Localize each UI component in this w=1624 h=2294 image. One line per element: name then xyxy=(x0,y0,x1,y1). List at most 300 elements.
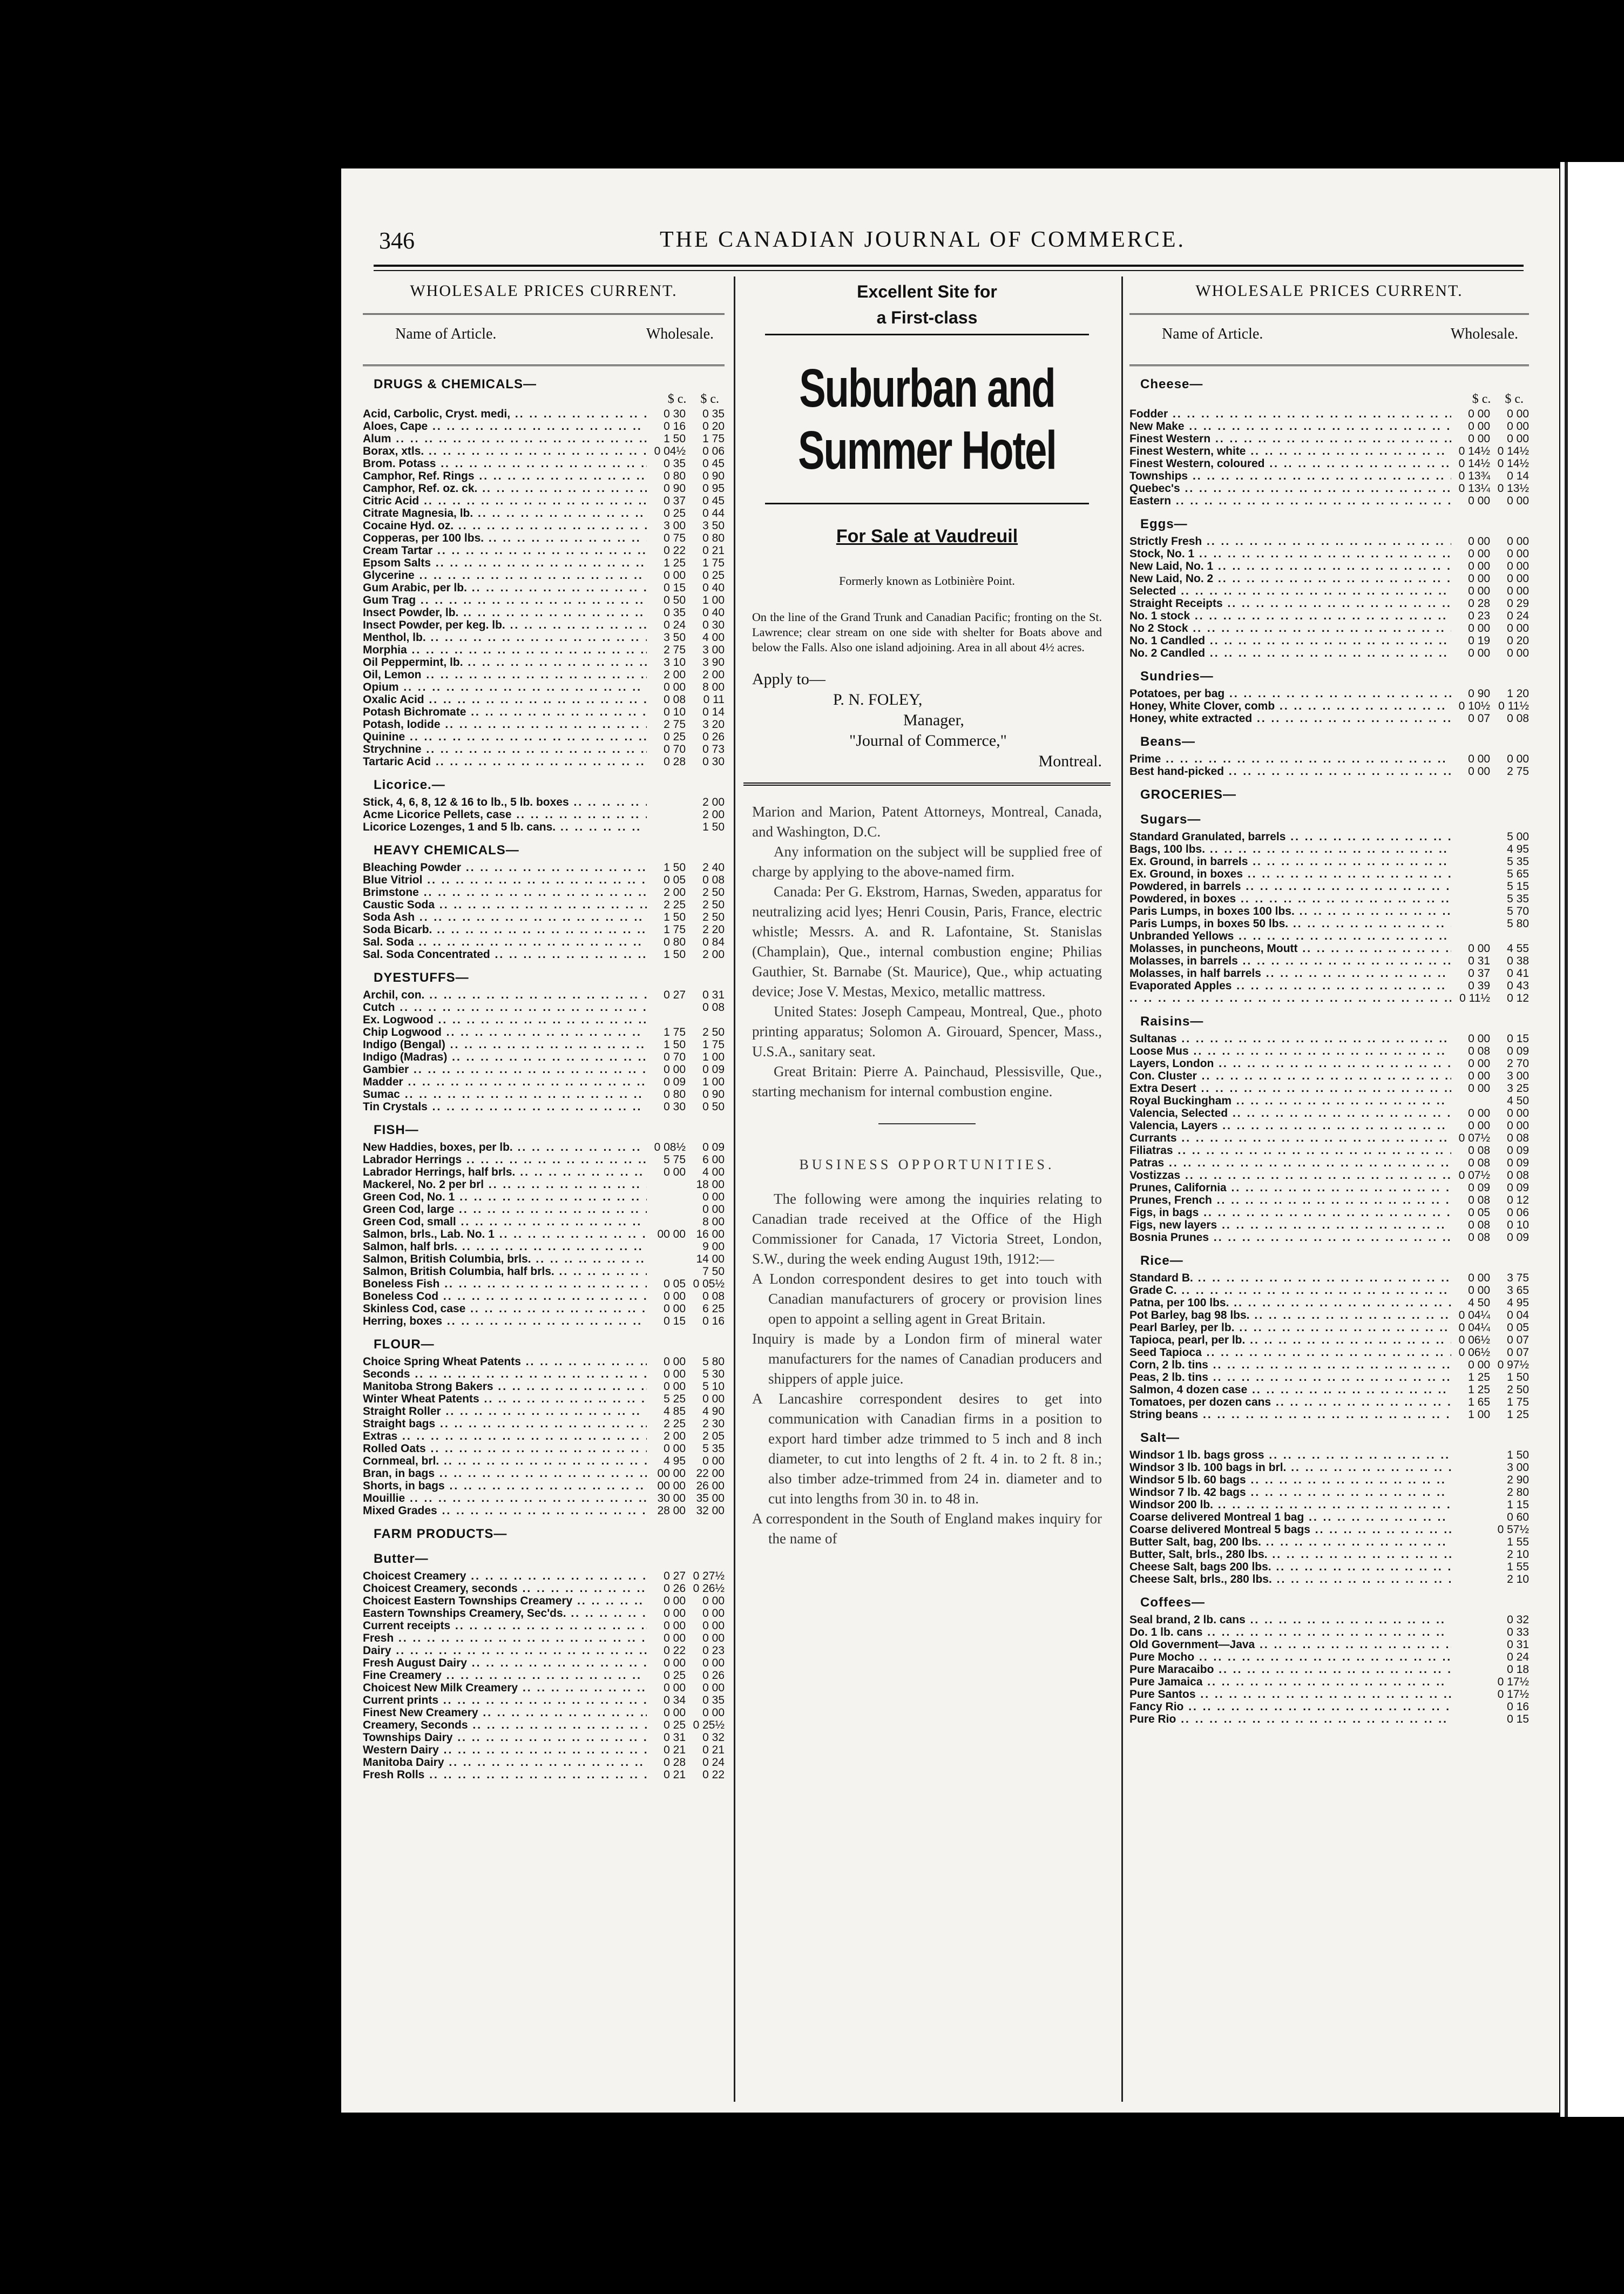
price-high: 5 00 xyxy=(1507,831,1529,843)
price-high: 0 24 xyxy=(1507,610,1529,622)
price-high: 0 00 xyxy=(1507,433,1529,445)
price-high: 3 90 xyxy=(702,656,725,669)
price-row xyxy=(363,693,725,706)
price-low: 0 14½ xyxy=(1458,457,1490,470)
price-row xyxy=(363,1240,725,1253)
article-name: Cheese Salt, brls., 280 lbs. .. .. xyxy=(1129,1573,1451,1585)
price-high: 0 08 xyxy=(1507,1132,1529,1144)
price-low: 0 09 xyxy=(664,1076,686,1088)
price-high: 0 08 xyxy=(702,874,725,886)
price-high: 2 80 xyxy=(1507,1486,1529,1499)
article-name: Cornmeal, brl. .. .. xyxy=(363,1455,647,1467)
price-low: 0 00 xyxy=(664,1442,686,1455)
article-name: Con. Cluster .. .. xyxy=(1129,1070,1451,1082)
article-name: Green Cod, small .. .. xyxy=(363,1216,647,1228)
price-high: 2 50 xyxy=(702,911,725,923)
price-row xyxy=(1129,1626,1529,1638)
left-subheading-rule xyxy=(363,365,725,366)
article-name: Licorice Lozenges, 1 and 5 lb. cans. .. .. xyxy=(363,821,647,833)
ad-apply-to: Apply to— xyxy=(752,670,825,688)
price-low: 0 23 xyxy=(1468,610,1490,622)
article-name: Unbranded Yellows .. .. xyxy=(1129,930,1451,942)
article-paragraph: Any information on the subject will be supplied free of charge by applying to the above-named firm. xyxy=(752,844,1102,880)
price-low: 0 08 xyxy=(1468,1157,1490,1169)
article-name: Coarse delivered Montreal 5 bags .. .. xyxy=(1129,1523,1451,1536)
price-low: 0 28 xyxy=(664,755,686,768)
price-low: 2 00 xyxy=(664,886,686,899)
price-low: 0 25 xyxy=(664,507,686,519)
price-low: 2 75 xyxy=(664,644,686,656)
left-column-heading: WHOLESALE PRICES CURRENT. xyxy=(410,282,678,300)
price-low: 0 00 xyxy=(1468,765,1490,778)
price-high: 2 40 xyxy=(702,861,725,874)
article-name: Boneless Fish .. .. xyxy=(363,1278,647,1290)
price-low: 30 00 xyxy=(657,1492,686,1504)
article-name: Menthol, lb. .. .. xyxy=(363,631,647,644)
price-row xyxy=(1129,433,1529,445)
price-row xyxy=(363,899,725,911)
price-high: 3 50 xyxy=(702,519,725,532)
price-low: 0 00 xyxy=(1468,647,1490,659)
price-high: 5 35 xyxy=(702,1442,725,1455)
price-high: 16 00 xyxy=(696,1228,725,1240)
price-low: 0 00 xyxy=(1468,433,1490,445)
price-high: 0 08 xyxy=(702,1001,725,1014)
price-high: 0 32 xyxy=(702,1731,725,1744)
price-high: 5 80 xyxy=(702,1355,725,1368)
price-low: 1 75 xyxy=(664,1026,686,1038)
article-name: Straight Roller .. .. xyxy=(363,1405,647,1418)
price-row xyxy=(1129,930,1529,942)
price-row xyxy=(363,1228,725,1240)
article-name: Blue Vitriol .. .. xyxy=(363,874,647,886)
price-low: 00 00 xyxy=(657,1228,686,1240)
price-low: 0 00 xyxy=(664,1380,686,1393)
left-price-column xyxy=(363,276,725,1781)
price-high: 0 27½ xyxy=(693,1570,725,1582)
price-row xyxy=(363,1101,725,1113)
middle-column xyxy=(743,276,1111,1549)
article-name: Figs, new layers .. .. xyxy=(1129,1219,1451,1231)
price-low: 0 00 xyxy=(1468,622,1490,635)
price-row xyxy=(1129,880,1529,893)
price-row xyxy=(363,1315,725,1327)
article-name: Quinine .. .. xyxy=(363,731,647,743)
article-name: Oil, Lemon .. .. xyxy=(363,669,647,681)
price-row xyxy=(363,669,725,681)
price-high: 3 00 xyxy=(702,644,725,656)
article-name: Choicest Creamery .. .. xyxy=(363,1570,647,1582)
price-row xyxy=(363,861,725,874)
right-column-heading: WHOLESALE PRICES CURRENT. xyxy=(1195,282,1463,300)
price-high: 0 08 xyxy=(1507,712,1529,725)
price-row xyxy=(363,755,725,768)
newspaper-page xyxy=(341,168,1559,2113)
article-name: Citric Acid .. .. xyxy=(363,495,647,507)
price-high: 0 97½ xyxy=(1497,1359,1529,1371)
article-name: Molasses, in barrels .. .. xyxy=(1129,955,1451,967)
price-high: 0 14 xyxy=(1507,470,1529,482)
price-low: 0 13¼ xyxy=(1458,482,1490,495)
price-high: 0 57½ xyxy=(1497,1523,1529,1536)
right-price-column xyxy=(1129,276,1529,1725)
article-name: Rolled Oats .. .. xyxy=(363,1442,647,1455)
article-name: Cocaine Hyd. oz. .. .. xyxy=(363,519,647,532)
price-low: 0 25 xyxy=(664,1719,686,1731)
price-low: 1 65 xyxy=(1468,1396,1490,1408)
price-low: 1 00 xyxy=(1468,1408,1490,1421)
price-row xyxy=(1129,1713,1529,1725)
price-low: 0 06½ xyxy=(1458,1334,1490,1346)
price-row xyxy=(363,731,725,743)
article-name: Powdered, in boxes .. .. xyxy=(1129,893,1451,905)
ad-contact-city: Montreal. xyxy=(1038,752,1102,770)
article-name: Strychnine .. .. xyxy=(363,743,647,755)
price-row xyxy=(1129,855,1529,868)
price-low: 0 07½ xyxy=(1458,1132,1490,1144)
article-name: Gambier .. .. xyxy=(363,1063,647,1076)
price-high: 0 00 xyxy=(1507,622,1529,635)
price-low: 0 21 xyxy=(664,1744,686,1756)
price-low: 0 05 xyxy=(1468,1206,1490,1219)
price-low: 0 05 xyxy=(664,1278,686,1290)
article-name: Old Government—Java .. .. xyxy=(1129,1638,1451,1651)
ad-contact xyxy=(743,669,1111,772)
price-low: 0 00 xyxy=(1468,1107,1490,1119)
article-name: Labrador Herrings, half brls. .. .. xyxy=(363,1166,647,1178)
article-name: Pure Mocho .. .. xyxy=(1129,1651,1451,1663)
left-price-sections xyxy=(363,377,725,1781)
price-row xyxy=(363,1669,725,1682)
right-price-sections xyxy=(1129,377,1529,1725)
price-row xyxy=(1129,1334,1529,1346)
article-name: New Haddies, boxes, per lb. .. .. xyxy=(363,1141,647,1153)
article-name: Ex. Ground, in boxes .. .. xyxy=(1129,868,1451,880)
article-name: Skinless Cod, case .. .. xyxy=(363,1303,647,1315)
article-name: Seal brand, 2 lb. cans .. .. xyxy=(1129,1614,1451,1626)
price-low: 0 00 xyxy=(664,1368,686,1380)
price-row xyxy=(1129,1461,1529,1474)
price-low: 0 08 xyxy=(1468,1045,1490,1057)
article-name: Evaporated Apples .. .. xyxy=(1129,980,1451,992)
article-name: Brom. Potass .. .. xyxy=(363,457,647,470)
price-low: 0 30 xyxy=(664,1101,686,1113)
article-name: Morphia .. .. xyxy=(363,644,647,656)
article-name: Sal. Soda Concentrated .. .. xyxy=(363,948,647,961)
price-high: 0 35 xyxy=(702,408,725,420)
article-name: Acme Licorice Pellets, case .. .. xyxy=(363,808,647,821)
article-name: Alum .. .. xyxy=(363,433,647,445)
price-high: 0 06 xyxy=(702,445,725,457)
ad-rule-bottom xyxy=(765,503,1089,504)
price-high: 0 31 xyxy=(1507,1638,1529,1651)
article-name: Peas, 2 lb. tins .. .. xyxy=(1129,1371,1451,1384)
article-name: No. 2 Candled .. .. xyxy=(1129,647,1451,659)
price-row xyxy=(363,1442,725,1455)
article-name: Tapioca, pearl, per lb. .. .. xyxy=(1129,1334,1451,1346)
price-high: 1 00 xyxy=(702,594,725,606)
article-name: Stock, No. 1 .. .. xyxy=(1129,548,1451,560)
price-high: 0 00 xyxy=(702,1393,725,1405)
price-low: 0 80 xyxy=(664,1088,686,1101)
price-low: 5 25 xyxy=(664,1393,686,1405)
right-column-names xyxy=(1129,326,1529,343)
price-high: 0 15 xyxy=(1507,1033,1529,1045)
money-units xyxy=(363,392,725,407)
price-low: 0 00 xyxy=(1468,942,1490,955)
business-paragraph: A correspondent in the South of England makes inquiry for the name of xyxy=(752,1510,1102,1547)
article-name: Valencia, Selected .. .. xyxy=(1129,1107,1451,1119)
price-low: 0 00 xyxy=(664,1063,686,1076)
price-high: 9 00 xyxy=(702,1240,725,1253)
section-title: FISH— xyxy=(374,1123,419,1137)
price-high: 2 50 xyxy=(702,1026,725,1038)
price-high: 1 25 xyxy=(1507,1408,1529,1421)
price-low: 0 00 xyxy=(664,1290,686,1303)
price-low: 0 10 xyxy=(664,706,686,718)
price-row xyxy=(363,936,725,948)
price-high: 0 41 xyxy=(1507,967,1529,980)
price-row xyxy=(1129,1219,1529,1231)
price-high: 0 05 xyxy=(1507,1321,1529,1334)
price-row xyxy=(1129,572,1529,585)
price-low: 0 25 xyxy=(664,731,686,743)
price-row xyxy=(1129,647,1529,659)
price-row xyxy=(1129,753,1529,765)
price-row xyxy=(1129,535,1529,548)
price-high: 0 16 xyxy=(1507,1701,1529,1713)
price-high: 1 75 xyxy=(702,433,725,445)
price-row xyxy=(363,1355,725,1368)
price-low: 0 00 xyxy=(664,1303,686,1315)
article-name: Manitoba Strong Bakers .. .. xyxy=(363,1380,647,1393)
price-row xyxy=(363,1253,725,1265)
article-name: Current receipts .. .. xyxy=(363,1620,647,1632)
price-high: 0 84 xyxy=(702,936,725,948)
article-name: Camphor, Ref. oz. ck. .. .. xyxy=(363,482,647,495)
business-paragraph: A London correspondent desires to get into touch with Canadian manufacturers of grocery or provision lines open to appoint a selling agent in Great Britain. xyxy=(752,1271,1102,1327)
price-row xyxy=(1129,1045,1529,1057)
price-high: 0 00 xyxy=(1507,753,1529,765)
article-name: Windsor 7 lb. 42 bags .. .. xyxy=(1129,1486,1451,1499)
article-name: Insect Powder, per keg. lb. .. .. xyxy=(363,619,647,631)
price-row xyxy=(363,1014,725,1026)
price-row xyxy=(363,582,725,594)
price-row xyxy=(1129,1272,1529,1284)
price-high: 0 23 xyxy=(702,1644,725,1657)
price-low: 0 00 xyxy=(1468,548,1490,560)
price-high: 0 26 xyxy=(702,1669,725,1682)
price-row xyxy=(363,1088,725,1101)
price-high: 0 20 xyxy=(1507,635,1529,647)
price-row xyxy=(363,681,725,693)
article-name: Copperas, per 100 lbs. .. .. xyxy=(363,532,647,544)
price-high: 0 40 xyxy=(702,582,725,594)
price-low: 0 00 xyxy=(1468,572,1490,585)
article-name: Finest Western .. .. xyxy=(1129,433,1451,445)
price-low: 0 10½ xyxy=(1458,700,1490,712)
price-high: 1 50 xyxy=(1507,1371,1529,1384)
article-name: Ex. Ground, in barrels .. .. xyxy=(1129,855,1451,868)
price-row xyxy=(363,1756,725,1769)
article-name: Indigo (Bengal) .. .. xyxy=(363,1038,647,1051)
price-high: 8 00 xyxy=(702,681,725,693)
price-row xyxy=(1129,1523,1529,1536)
article-name: Filiatras .. .. xyxy=(1129,1144,1451,1157)
price-high: 0 11½ xyxy=(1498,700,1529,712)
article-separator xyxy=(878,1123,976,1124)
price-high: 0 07 xyxy=(1507,1334,1529,1346)
price-row xyxy=(363,1278,725,1290)
price-row xyxy=(1129,1119,1529,1132)
price-low: 1 25 xyxy=(1468,1384,1490,1396)
section-title: DYESTUFFS— xyxy=(374,970,469,985)
price-low: 0 37 xyxy=(664,495,686,507)
article-name: Winter Wheat Patents .. .. xyxy=(363,1393,647,1405)
price-high: 2 00 xyxy=(702,669,725,681)
price-row xyxy=(1129,1701,1529,1713)
article-name: Coarse delivered Montreal 1 bag .. .. xyxy=(1129,1511,1451,1523)
article-name: Mouillie .. .. xyxy=(363,1492,647,1504)
article-name: Citrate Magnesia, lb. .. .. xyxy=(363,507,647,519)
price-row xyxy=(363,1657,725,1669)
price-low: 0 30 xyxy=(664,408,686,420)
price-low: 2 00 xyxy=(664,1430,686,1442)
article-name: Vostizzas .. .. xyxy=(1129,1169,1451,1182)
article-paragraph: United States: Joseph Campeau, Montreal, Que., photo printing apparatus; Solomon A. Girouard, Spencer, Mass., U.S.A., sanitary seat. xyxy=(752,1003,1102,1060)
price-row xyxy=(1129,967,1529,980)
price-high: 0 11 xyxy=(703,693,725,706)
price-row xyxy=(363,594,725,606)
price-row xyxy=(1129,1157,1529,1169)
price-high: 2 00 xyxy=(702,948,725,961)
price-high: 0 05½ xyxy=(693,1278,725,1290)
article-name: Dairy .. .. xyxy=(363,1644,647,1657)
price-row xyxy=(1129,622,1529,635)
article-name: Oil Peppermint, lb. .. .. xyxy=(363,656,647,669)
price-row xyxy=(363,507,725,519)
price-high: 0 25½ xyxy=(693,1719,725,1731)
section-title: Beans— xyxy=(1140,734,1196,749)
article-name: Finest Western, white .. .. xyxy=(1129,445,1451,457)
article-name: Straight bags .. .. xyxy=(363,1418,647,1430)
price-high: 0 09 xyxy=(702,1063,725,1076)
article-name: Pure Rio .. .. xyxy=(1129,1713,1451,1725)
price-low: 0 16 xyxy=(664,420,686,433)
price-row xyxy=(1129,992,1529,1004)
price-row xyxy=(1129,1561,1529,1573)
ad-hotel-title: Suburban and Summer Hotel xyxy=(798,357,1056,481)
price-low: 28 00 xyxy=(657,1504,686,1517)
price-high: 0 00 xyxy=(1507,495,1529,507)
price-high: 0 25 xyxy=(702,569,725,582)
price-row xyxy=(363,743,725,755)
price-row xyxy=(363,718,725,731)
price-low: 0 00 xyxy=(664,681,686,693)
price-row xyxy=(1129,1449,1529,1461)
article-name: Sal. Soda .. .. xyxy=(363,936,647,948)
article-name: No. 1 stock .. .. xyxy=(1129,610,1451,622)
price-low: 2 25 xyxy=(664,1418,686,1430)
price-row xyxy=(1129,1182,1529,1194)
price-row xyxy=(363,1191,725,1203)
section-title: Sugars— xyxy=(1140,812,1201,827)
article-name: Manitoba Dairy .. .. xyxy=(363,1756,647,1769)
price-row xyxy=(1129,1536,1529,1548)
price-high: 0 40 xyxy=(702,606,725,619)
article-name: Layers, London .. .. xyxy=(1129,1057,1451,1070)
price-low: 0 70 xyxy=(664,743,686,755)
price-row xyxy=(1129,1070,1529,1082)
price-high: 14 00 xyxy=(696,1253,725,1265)
price-low: 0 90 xyxy=(1468,687,1490,700)
price-low: 0 22 xyxy=(664,544,686,557)
price-high: 3 75 xyxy=(1507,1272,1529,1284)
price-high: 0 08 xyxy=(1507,1169,1529,1182)
article-name: String beans .. .. xyxy=(1129,1408,1451,1421)
price-low: 0 00 xyxy=(1468,1284,1490,1297)
article-name: Western Dairy .. .. xyxy=(363,1744,647,1756)
price-high: 0 14½ xyxy=(1497,445,1529,457)
price-high: 5 70 xyxy=(1507,905,1529,917)
article-name: Chip Logwood .. .. xyxy=(363,1026,647,1038)
article-name: Butter Salt, bag, 200 lbs. .. .. xyxy=(1129,1536,1451,1548)
price-row xyxy=(1129,585,1529,597)
article-name: Borax, xtls. .. .. xyxy=(363,445,647,457)
price-high: 2 90 xyxy=(1507,1474,1529,1486)
price-low: 0 31 xyxy=(1468,955,1490,967)
price-low: 3 50 xyxy=(664,631,686,644)
article-name: Gum Arabic, per lb. .. .. xyxy=(363,582,647,594)
price-row xyxy=(363,1504,725,1517)
price-row xyxy=(363,1430,725,1442)
price-low: 0 34 xyxy=(664,1694,686,1706)
article-name: Paris Lumps, in boxes 50 lbs. .. .. xyxy=(1129,917,1451,930)
price-low: 00 00 xyxy=(657,1467,686,1480)
price-high: 0 00 xyxy=(702,1620,725,1632)
ad-contact-title: Manager, xyxy=(903,711,964,729)
price-row xyxy=(363,1203,725,1216)
price-high: 5 65 xyxy=(1507,868,1529,880)
price-low: 0 35 xyxy=(664,606,686,619)
price-low: 0 11½ xyxy=(1459,992,1490,1004)
price-row xyxy=(1129,1107,1529,1119)
article-name: Caustic Soda .. .. xyxy=(363,899,647,911)
price-low: 2 25 xyxy=(664,899,686,911)
price-high: 2 05 xyxy=(702,1430,725,1442)
price-high: 0 08 xyxy=(702,1290,725,1303)
price-row xyxy=(1129,597,1529,610)
price-low: 0 00 xyxy=(1468,1033,1490,1045)
journal-title: THE CANADIAN JOURNAL OF COMMERCE. xyxy=(660,227,1186,252)
price-low: 0 24 xyxy=(664,619,686,631)
price-row xyxy=(1129,1688,1529,1701)
article-name: Molasses, in half barrels .. .. xyxy=(1129,967,1451,980)
price-low: 1 25 xyxy=(664,557,686,569)
price-row xyxy=(1129,1206,1529,1219)
price-row xyxy=(363,457,725,470)
price-row xyxy=(1129,1638,1529,1651)
article-name: No 2 Stock .. .. xyxy=(1129,622,1451,635)
price-row xyxy=(363,1455,725,1467)
price-low: 0 37 xyxy=(1468,967,1490,980)
price-row xyxy=(363,1694,725,1706)
price-row xyxy=(363,656,725,669)
price-high: 0 00 xyxy=(1507,1107,1529,1119)
price-low: 0 19 xyxy=(1468,635,1490,647)
price-high: 0 17½ xyxy=(1497,1688,1529,1701)
price-row xyxy=(1129,765,1529,778)
